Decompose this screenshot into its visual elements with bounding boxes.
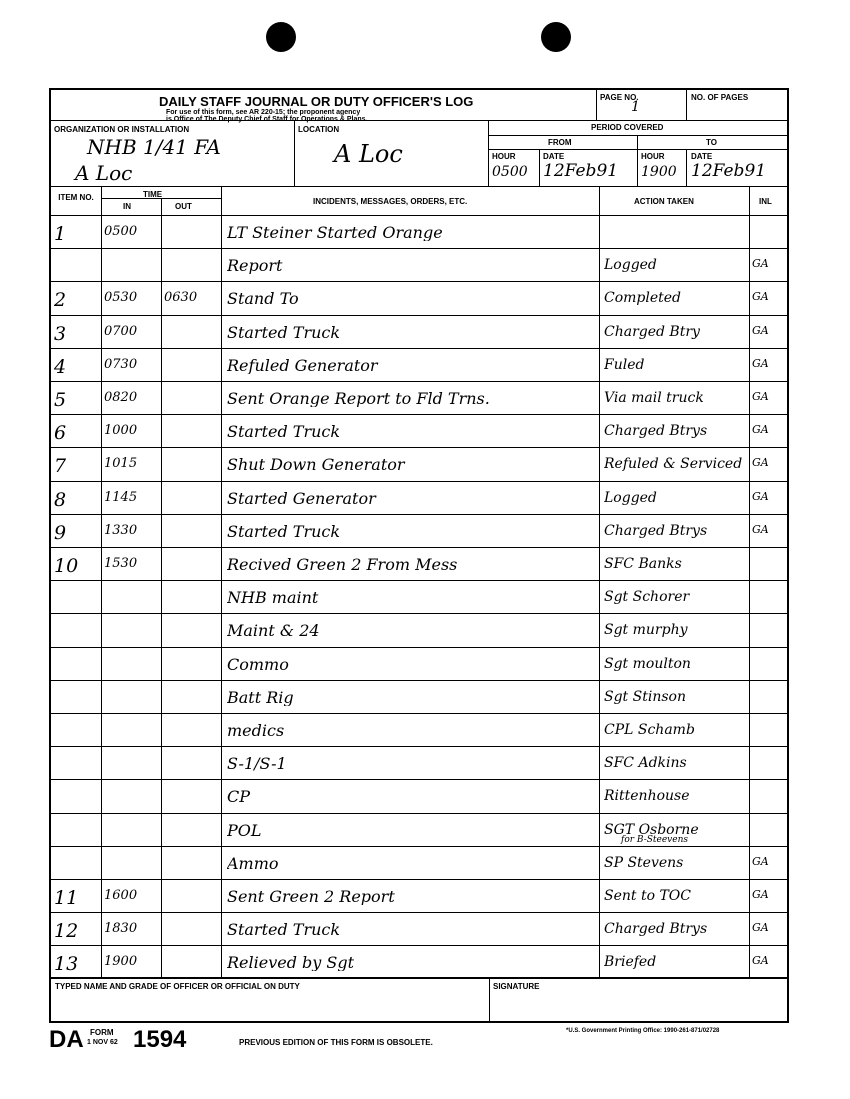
- time-in-cell[interactable]: 1830: [104, 922, 138, 936]
- col-item-no: ITEM NO.: [58, 193, 94, 202]
- incident-cell[interactable]: Started Truck: [227, 523, 341, 540]
- no-of-pages-label: NO. OF PAGES: [691, 93, 749, 102]
- ammo-note: for B-Steevens: [621, 835, 688, 845]
- col-incidents: INCIDENTS, MESSAGES, ORDERS, ETC.: [313, 197, 468, 206]
- organization-label: ORGANIZATION OR INSTALLATION: [54, 125, 190, 134]
- incident-cell[interactable]: Maint & 24: [227, 623, 320, 640]
- binder-hole-left: [266, 22, 296, 52]
- to-hour-value[interactable]: 1900: [641, 164, 677, 180]
- incident-cell[interactable]: NHB maint: [227, 590, 319, 607]
- initials-cell[interactable]: GA: [752, 258, 769, 270]
- incident-cell[interactable]: Report: [227, 258, 283, 275]
- period-covered-label: PERIOD COVERED: [591, 123, 664, 132]
- initials-cell[interactable]: GA: [752, 291, 769, 303]
- time-in-cell[interactable]: 0530: [104, 291, 138, 305]
- action-taken-cell[interactable]: Rittenhouse: [604, 789, 690, 804]
- form-title: DAILY STAFF JOURNAL OR DUTY OFFICER'S LOG: [159, 94, 474, 109]
- location-value[interactable]: A Loc: [334, 140, 403, 168]
- form-subtitle-1: For use of this form, see AR 220-15; the proponent agency: [166, 109, 361, 116]
- form-date: 1 NOV 62: [87, 1039, 118, 1046]
- item-no-cell[interactable]: 13: [54, 955, 79, 975]
- col-out: OUT: [175, 202, 192, 211]
- item-no-cell[interactable]: 8: [54, 490, 67, 510]
- time-in-cell[interactable]: 1530: [104, 557, 138, 570]
- action-taken-cell[interactable]: Charged Btrys: [604, 922, 708, 937]
- incident-cell[interactable]: Batt Rig: [227, 689, 294, 706]
- gpo-note: *U.S. Government Printing Office: 1990-261-871/02728: [566, 1028, 720, 1034]
- organization-value-line1[interactable]: NHB 1/41 FA: [87, 135, 221, 159]
- signature-label: SIGNATURE: [493, 982, 540, 991]
- incident-cell[interactable]: Commo: [227, 656, 289, 673]
- item-no-cell[interactable]: 4: [54, 357, 67, 377]
- previous-edition-note: PREVIOUS EDITION OF THIS FORM IS OBSOLETE.: [239, 1038, 433, 1047]
- action-taken-cell[interactable]: Charged Btrys: [604, 523, 708, 538]
- incident-cell[interactable]: POL: [227, 822, 262, 839]
- officer-name-field[interactable]: [53, 994, 485, 1020]
- incident-cell[interactable]: Refuled Generator: [227, 357, 378, 374]
- initials-cell[interactable]: GA: [752, 523, 769, 535]
- item-no-cell[interactable]: 9: [54, 523, 67, 543]
- incident-cell[interactable]: Ammo: [227, 855, 279, 872]
- item-no-cell[interactable]: 11: [54, 889, 79, 908]
- action-taken-cell[interactable]: Sent to TOC: [604, 889, 692, 903]
- to-hour-label: HOUR: [641, 152, 665, 161]
- initials-cell[interactable]: GA: [752, 889, 769, 900]
- action-taken-cell[interactable]: SGT Osborne: [604, 822, 699, 837]
- initials-cell[interactable]: GA: [752, 357, 769, 369]
- time-in-cell[interactable]: 0730: [104, 357, 138, 371]
- form-da: DA: [49, 1026, 84, 1053]
- form-word: FORM: [90, 1028, 114, 1037]
- from-hour-label: HOUR: [492, 152, 516, 161]
- incident-cell[interactable]: Sent Orange Report to Fld Trns.: [227, 391, 490, 407]
- time-in-cell[interactable]: 1015: [104, 457, 138, 471]
- action-taken-cell[interactable]: Sgt Stinson: [604, 689, 686, 704]
- incident-cell[interactable]: Relieved by Sgt: [227, 955, 355, 972]
- action-taken-cell[interactable]: CPL Schamb: [604, 723, 695, 737]
- time-in-cell[interactable]: 0500: [104, 225, 138, 238]
- incident-cell[interactable]: CP: [227, 789, 251, 806]
- action-taken-cell[interactable]: Briefed: [604, 955, 657, 970]
- form-subtitle-2: is Office of The Deputy Chief of Staff for Operations & Plans.: [166, 116, 368, 123]
- to-label: TO: [706, 138, 717, 147]
- action-taken-cell[interactable]: Logged: [604, 490, 657, 505]
- signature-field[interactable]: [493, 994, 785, 1020]
- action-taken-cell[interactable]: Charged Btrys: [604, 424, 708, 439]
- incident-cell[interactable]: Shut Down Generator: [227, 457, 405, 474]
- initials-cell[interactable]: GA: [752, 955, 769, 967]
- to-date-label: DATE: [691, 152, 713, 161]
- col-in: IN: [123, 202, 131, 211]
- time-in-cell[interactable]: 1600: [104, 889, 138, 902]
- page-no-value[interactable]: 1: [631, 99, 640, 115]
- action-taken-cell[interactable]: Refuled & Serviced: [604, 457, 743, 472]
- time-in-cell[interactable]: 1000: [104, 424, 138, 438]
- item-no-cell[interactable]: 6: [54, 424, 67, 444]
- action-taken-cell[interactable]: Charged Btry: [604, 324, 700, 339]
- action-taken-cell[interactable]: Sgt Schorer: [604, 590, 690, 605]
- from-hour-value[interactable]: 0500: [492, 164, 528, 180]
- incident-cell[interactable]: Sent Green 2 Report: [227, 889, 395, 905]
- item-no-cell[interactable]: 2: [54, 291, 67, 311]
- initials-cell[interactable]: GA: [752, 457, 769, 469]
- incident-cell[interactable]: Stand To: [227, 291, 299, 308]
- location-label: LOCATION: [298, 125, 340, 134]
- action-taken-cell[interactable]: Sgt murphy: [604, 623, 688, 638]
- incident-cell[interactable]: Started Truck: [227, 424, 341, 441]
- initials-cell[interactable]: GA: [752, 922, 769, 934]
- from-label: FROM: [548, 138, 572, 147]
- incident-cell[interactable]: Started Truck: [227, 324, 341, 341]
- initials-cell[interactable]: GA: [752, 391, 769, 402]
- initials-cell[interactable]: GA: [752, 855, 769, 867]
- from-date-label: DATE: [543, 152, 565, 161]
- action-taken-cell[interactable]: Fuled: [604, 357, 645, 372]
- time-in-cell[interactable]: 1330: [104, 523, 138, 537]
- action-taken-cell[interactable]: Logged: [604, 258, 657, 273]
- form-number-block: [49, 1026, 209, 1052]
- action-taken-cell[interactable]: SFC Adkins: [604, 756, 687, 771]
- time-out-cell[interactable]: 0630: [164, 291, 198, 305]
- time-in-cell[interactable]: 0700: [104, 324, 138, 338]
- initials-cell[interactable]: GA: [752, 324, 769, 336]
- incident-cell[interactable]: medics: [227, 723, 285, 739]
- action-taken-cell[interactable]: Completed: [604, 291, 682, 306]
- item-no-cell[interactable]: 10: [54, 557, 79, 576]
- col-action-taken: ACTION TAKEN: [634, 197, 694, 206]
- officer-label: TYPED NAME AND GRADE OF OFFICER OR OFFICIAL ON DUTY: [55, 982, 300, 991]
- action-taken-cell[interactable]: Sgt moulton: [604, 656, 691, 671]
- incident-cell[interactable]: Recived Green 2 From Mess: [227, 557, 458, 573]
- organization-value-line2[interactable]: A Loc: [75, 161, 133, 185]
- initials-cell[interactable]: GA: [752, 490, 769, 502]
- time-in-cell[interactable]: 0820: [104, 391, 138, 404]
- incident-cell[interactable]: Started Truck: [227, 922, 341, 939]
- from-date-value[interactable]: 12Feb91: [543, 161, 619, 181]
- item-no-cell[interactable]: 7: [54, 457, 67, 477]
- page-no-label: PAGE NO.: [600, 93, 639, 102]
- time-in-cell[interactable]: 1900: [104, 955, 138, 969]
- item-no-cell[interactable]: 5: [54, 391, 67, 410]
- col-initials: INL: [759, 197, 772, 206]
- duty-log-form: [49, 88, 789, 1023]
- incident-cell[interactable]: Started Generator: [227, 490, 376, 507]
- initials-cell[interactable]: GA: [752, 424, 769, 436]
- incident-cell[interactable]: S-1/S-1: [227, 756, 287, 773]
- binder-hole-right: [541, 22, 571, 52]
- action-taken-cell[interactable]: Via mail truck: [604, 391, 704, 405]
- form-number: 1594: [133, 1026, 187, 1053]
- item-no-cell[interactable]: 12: [54, 922, 79, 942]
- time-in-cell[interactable]: 1145: [104, 490, 138, 504]
- col-time: TIME: [143, 190, 163, 199]
- incident-cell[interactable]: LT Steiner Started Orange: [227, 225, 443, 241]
- item-no-cell[interactable]: 3: [54, 324, 67, 344]
- action-taken-cell[interactable]: SFC Banks: [604, 557, 682, 571]
- to-date-value[interactable]: 12Feb91: [691, 161, 767, 181]
- item-no-cell[interactable]: 1: [54, 225, 67, 244]
- action-taken-cell[interactable]: SP Stevens: [604, 855, 684, 870]
